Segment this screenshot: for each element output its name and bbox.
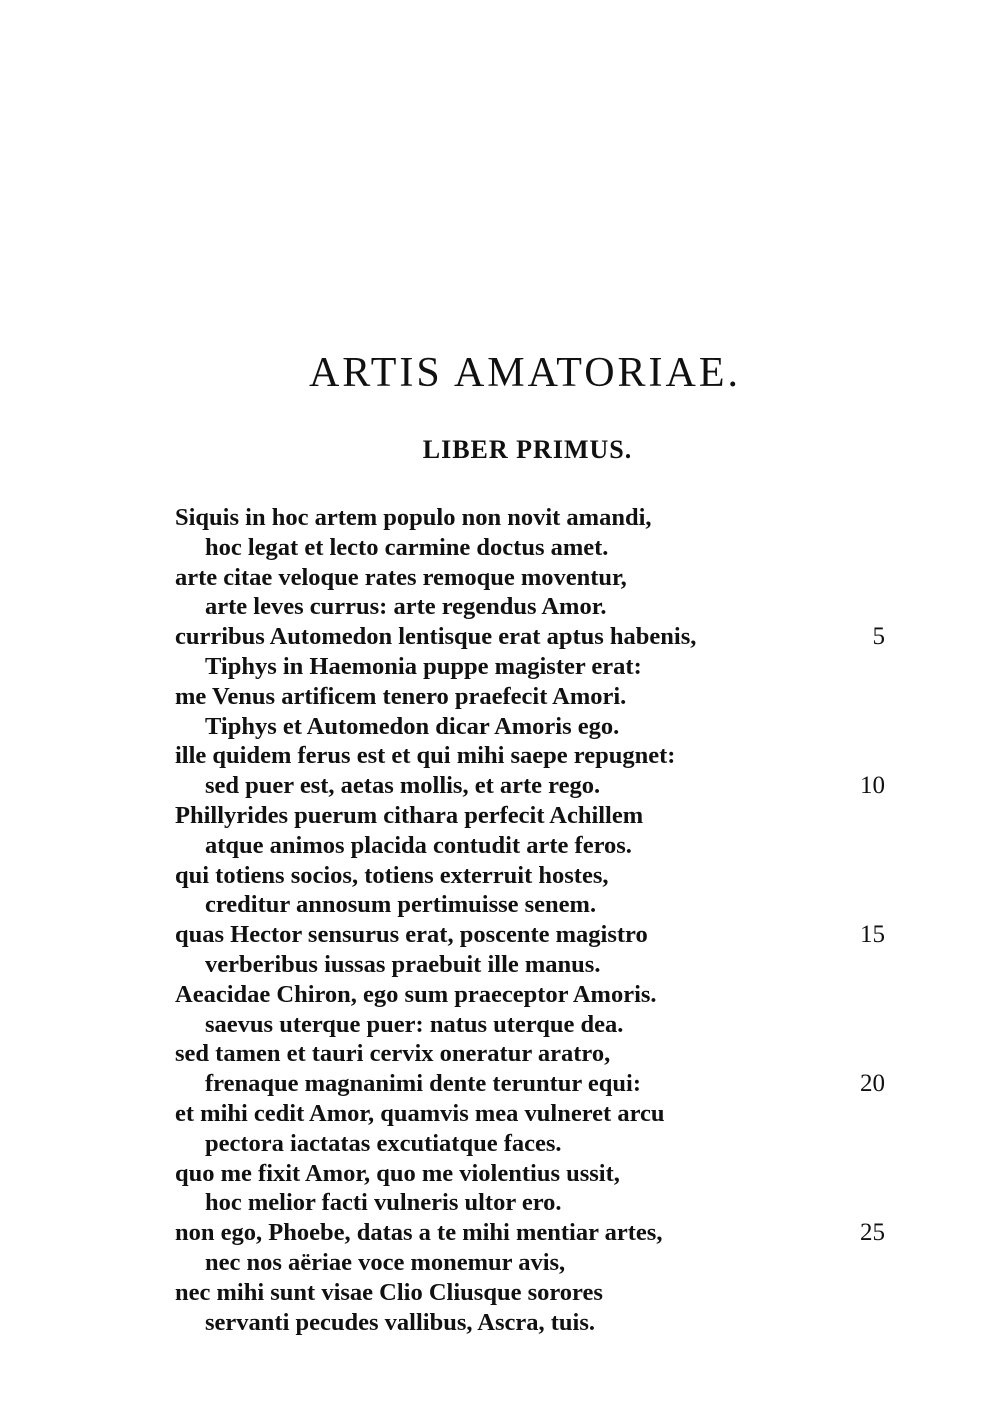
poem-line (0, 771, 1000, 801)
poem-line (0, 1188, 1000, 1218)
poem-line (0, 1248, 1000, 1278)
verse-text: Tiphys in Haemonia puppe magister erat: (205, 652, 642, 680)
verse-text: creditur annosum pertimuisse senem. (205, 891, 597, 919)
verse-text: sed tamen et tauri cervix oneratur aratro, (175, 1040, 611, 1068)
book-subtitle: LIBER PRIMUS. (422, 435, 633, 464)
poem-line (0, 831, 1000, 861)
poem-line (0, 741, 1000, 771)
poem-line (0, 1069, 1000, 1099)
verse-text: nec mihi sunt visae Clio Cliusque sorores (175, 1278, 603, 1306)
verse-text: non ego, Phoebe, datas a te mihi mentiar artes, (175, 1219, 663, 1247)
verse-text: hoc legat et lecto carmine doctus amet. (205, 533, 609, 561)
poem-line (0, 712, 1000, 742)
line-number: 20 (860, 1070, 885, 1098)
poem-line (0, 1159, 1000, 1189)
poem-line (0, 1218, 1000, 1248)
line-number: 10 (860, 772, 885, 800)
poem-line (0, 890, 1000, 920)
line-number: 15 (860, 921, 885, 949)
poem-line (0, 563, 1000, 593)
verse-text: atque animos placida contudit arte feros. (205, 831, 632, 859)
poem-line (0, 1010, 1000, 1040)
poem-body (0, 503, 1000, 1337)
verse-text: nec nos aëriae voce monemur avis, (205, 1248, 566, 1276)
poem-line (0, 1129, 1000, 1159)
verse-text: verberibus iussas praebuit ille manus. (205, 950, 601, 978)
poem-line (0, 1308, 1000, 1338)
verse-text: sed puer est, aetas mollis, et arte rego. (205, 772, 601, 800)
page-title: ARTIS AMATORIAE. (308, 350, 742, 396)
line-number: 5 (872, 623, 885, 651)
verse-text: pectora iactatas excutiatque faces. (205, 1129, 562, 1157)
verse-text: hoc melior facti vulneris ultor ero. (205, 1189, 562, 1217)
poem-line (0, 920, 1000, 950)
poem-line (0, 950, 1000, 980)
poem-line (0, 682, 1000, 712)
verse-text: frenaque magnanimi dente teruntur equi: (205, 1070, 642, 1098)
poem-line (0, 622, 1000, 652)
verse-text: quas Hector sensurus erat, poscente magistro (175, 921, 648, 949)
poem-line (0, 652, 1000, 682)
verse-text: servanti pecudes vallibus, Ascra, tuis. (205, 1308, 595, 1336)
verse-text: Aeacidae Chiron, ego sum praeceptor Amoris. (175, 980, 657, 1008)
poem-line (0, 861, 1000, 891)
verse-text: et mihi cedit Amor, quamvis mea vulneret arcu (175, 1099, 665, 1127)
poem-line (0, 801, 1000, 831)
poem-line (0, 980, 1000, 1010)
line-number: 25 (860, 1219, 885, 1247)
verse-text: Phillyrides puerum cithara perfecit Achillem (175, 801, 644, 829)
verse-text: arte citae veloque rates remoque moventur, (175, 563, 627, 591)
verse-text: Siquis in hoc artem populo non novit amandi, (175, 504, 652, 531)
verse-text: arte leves currus: arte regendus Amor. (205, 593, 607, 621)
poem-line (0, 1278, 1000, 1308)
verse-text: ille quidem ferus est et qui mihi saepe repugnet: (175, 742, 676, 770)
verse-text: quo me fixit Amor, quo me violentius ussit, (175, 1159, 620, 1187)
poem-line (0, 1039, 1000, 1069)
verse-text: saevus uterque puer: natus uterque dea. (205, 1010, 624, 1038)
poem-line (0, 592, 1000, 622)
verse-text: qui totiens socios, totiens exterruit hostes, (175, 861, 609, 889)
verse-text: curribus Automedon lentisque erat aptus habenis, (175, 623, 697, 651)
verse-text: Tiphys et Automedon dicar Amoris ego. (205, 712, 620, 740)
verse-text: me Venus artificem tenero praefecit Amori. (175, 682, 627, 710)
poem-line (0, 1099, 1000, 1129)
poem-line (0, 533, 1000, 563)
poem-line (0, 503, 1000, 533)
